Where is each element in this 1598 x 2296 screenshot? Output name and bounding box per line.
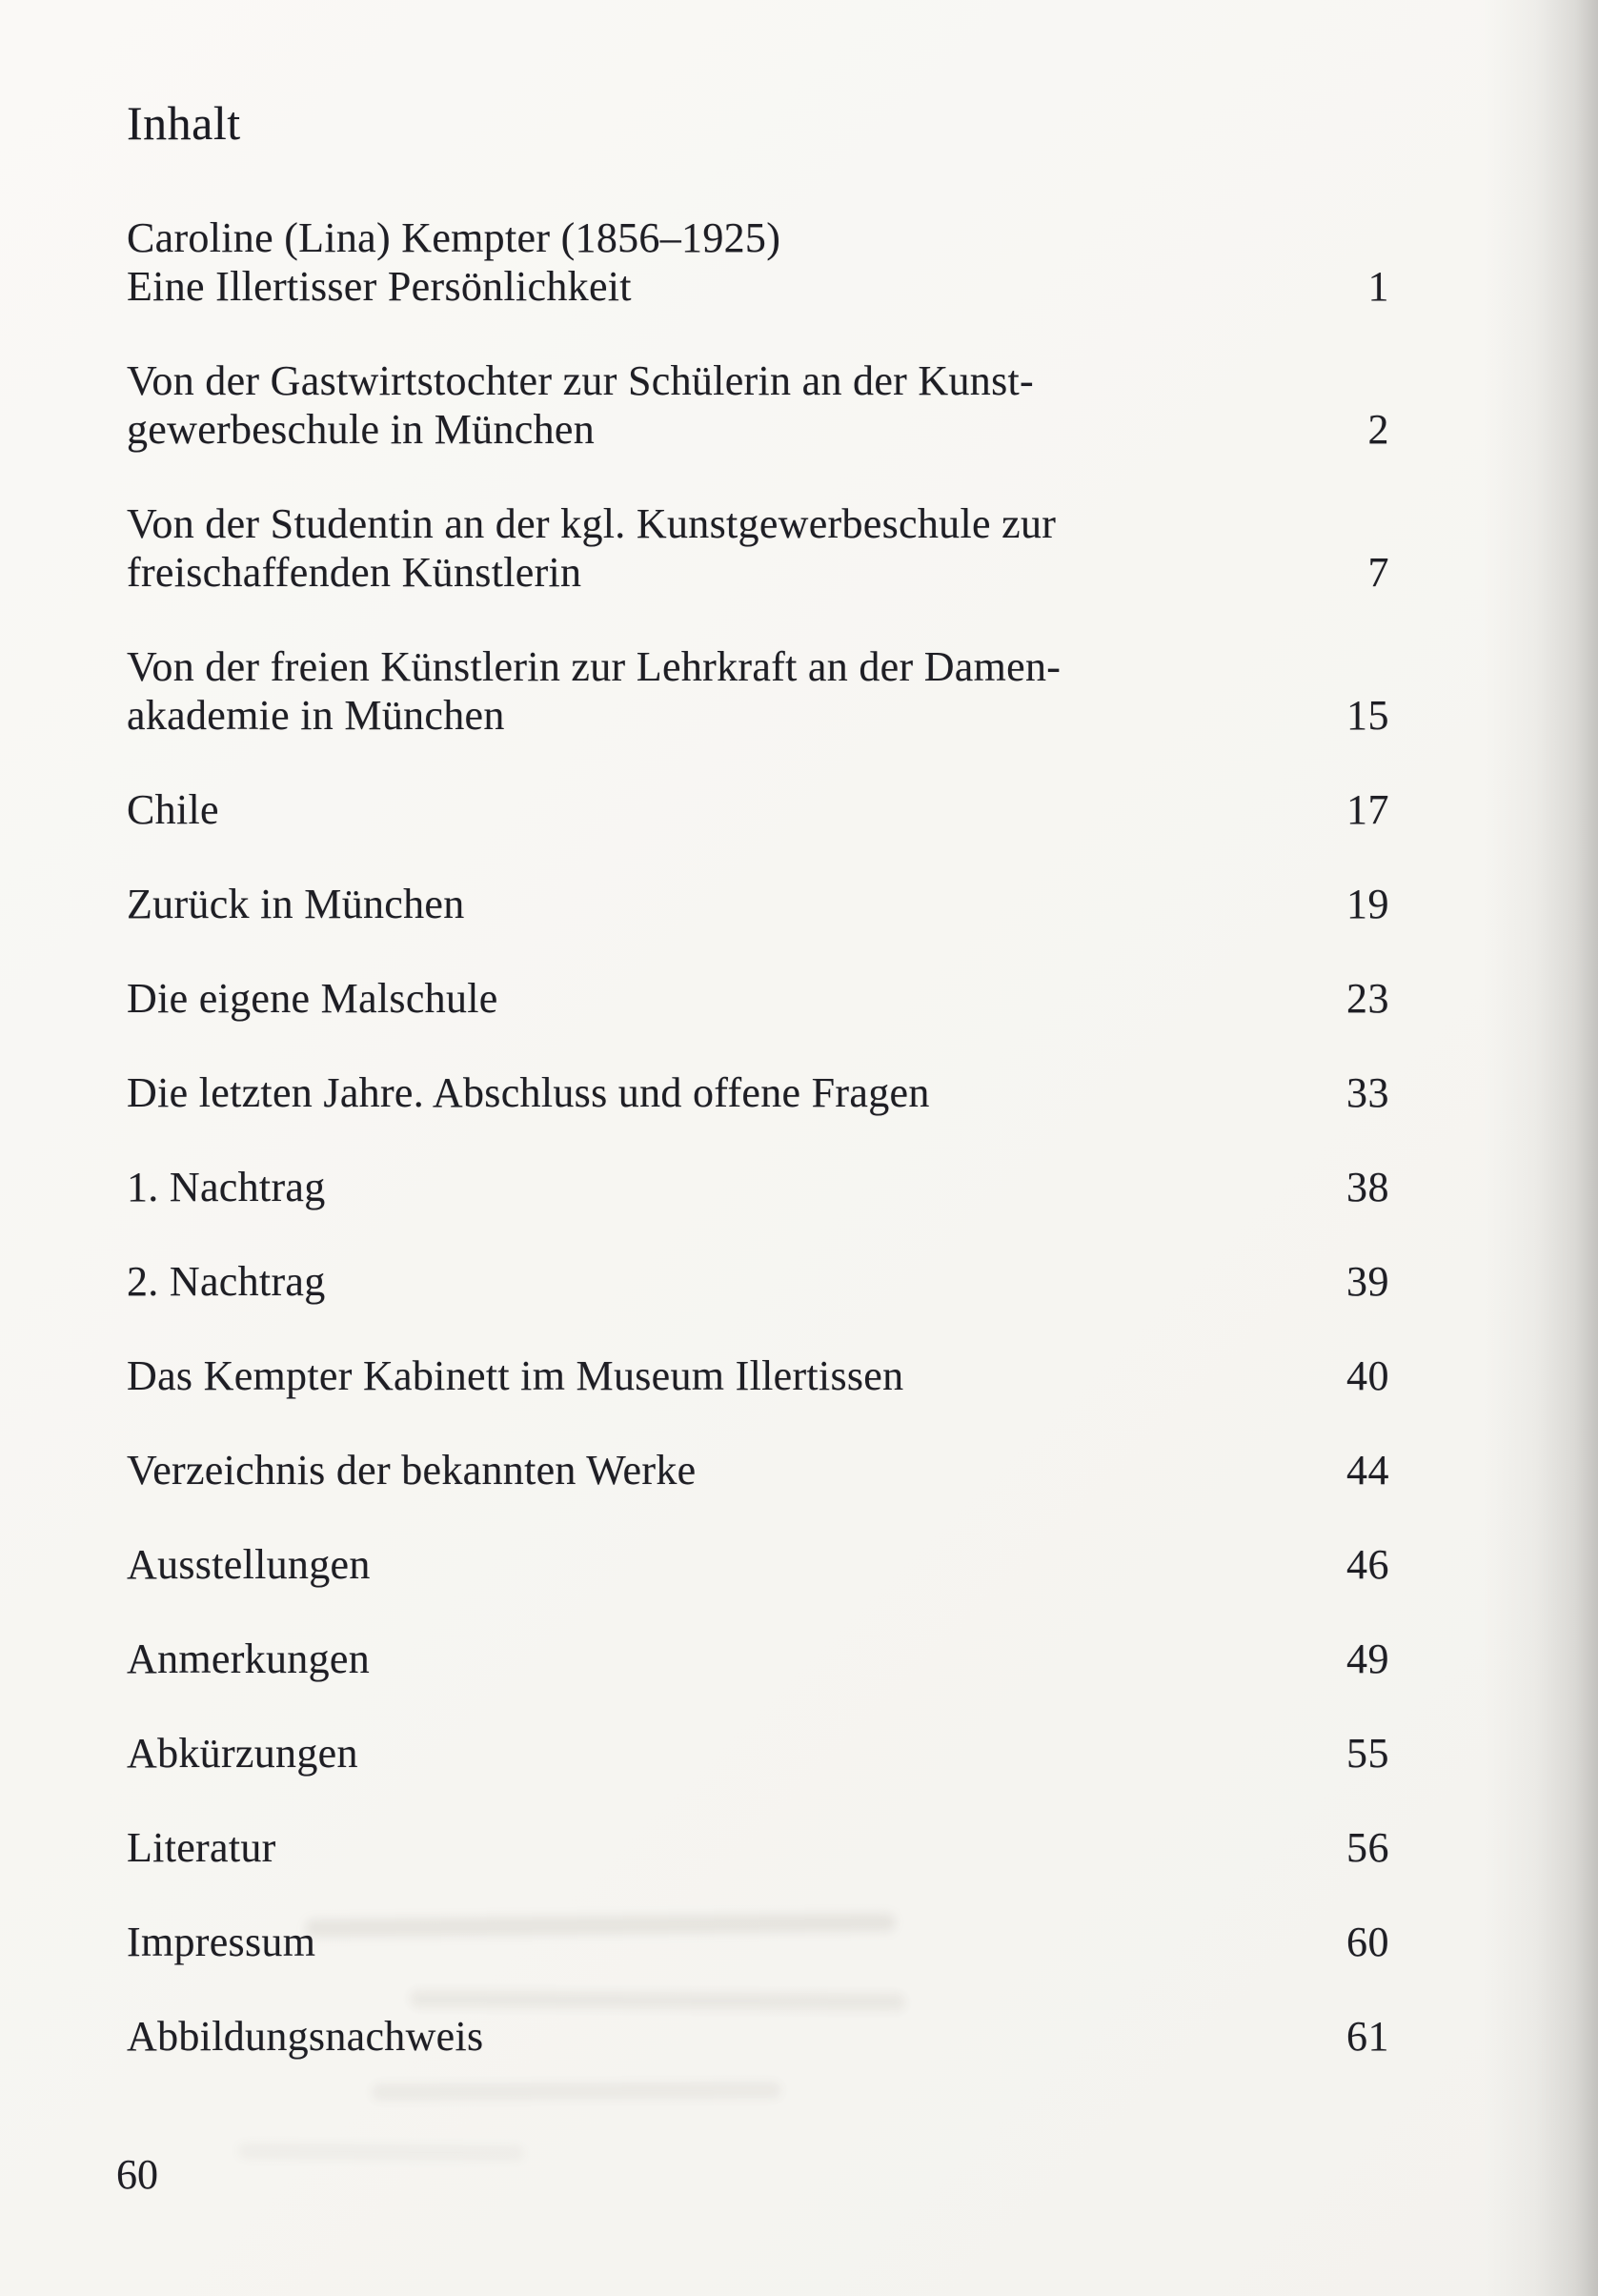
toc-entry-page: 39 (1346, 1258, 1389, 1305)
toc-entry-title (127, 785, 219, 834)
toc-entry-line: Von der Gastwirtstochter zur Schülerin an der Kunst- (127, 357, 1034, 404)
toc-entry-title (127, 880, 465, 928)
toc-entry-title (127, 1918, 315, 1966)
toc-entry (127, 1540, 1389, 1589)
toc-entry-line: Von der Studentin an der kgl. Kunstgewerbeschule zur (127, 500, 1057, 547)
toc-entry-page: 40 (1346, 1352, 1389, 1399)
toc-entry-title (127, 1163, 326, 1211)
toc-content (127, 96, 1389, 2106)
toc-entry (127, 1446, 1389, 1494)
toc-entry-line: Caroline (Lina) Kempter (1856–1925) (127, 214, 781, 261)
toc-entry-line: Die letzten Jahre. Abschluss und offene Fragen (127, 1069, 930, 1116)
toc-entry (127, 2012, 1389, 2061)
toc-entry-title (127, 1446, 696, 1494)
toc-entry (127, 1257, 1389, 1306)
toc-entry-page: 33 (1346, 1069, 1389, 1116)
toc-entry-line: akademie in München (127, 692, 505, 739)
toc-entry-title (127, 213, 780, 311)
toc-entry (127, 1068, 1389, 1117)
toc-entry-line: 1. Nachtrag (127, 1164, 326, 1210)
toc-entry (127, 356, 1389, 454)
toc-entry (127, 1823, 1389, 1872)
toc-entry-title (127, 974, 498, 1023)
toc-entry-line: Verzeichnis der bekannten Werke (127, 1447, 697, 1493)
toc-entry-title (127, 2012, 483, 2061)
toc-entry-line: Die eigene Malschule (127, 975, 498, 1022)
toc-entry-line: gewerbeschule in München (127, 406, 596, 453)
toc-entry-title (127, 1729, 358, 1778)
page-edge-shadow (1484, 0, 1598, 2296)
toc-entry (127, 1729, 1389, 1778)
toc-entry (127, 974, 1389, 1023)
toc-entry (127, 1351, 1389, 1400)
toc-entry (127, 642, 1389, 740)
toc-entry-title (127, 1823, 276, 1872)
toc-entry (127, 1163, 1389, 1211)
toc-entry-line: 2. Nachtrag (127, 1258, 326, 1305)
toc-entry-title (127, 1068, 930, 1117)
toc-entry-page: 46 (1346, 1541, 1389, 1588)
toc-entry-line: Zurück in München (127, 881, 465, 927)
toc-entry-line: Abbildungsnachweis (127, 2013, 484, 2060)
toc-entry (127, 213, 1389, 311)
toc-entry (127, 785, 1389, 834)
toc-entry-line: freischaffenden Künstlerin (127, 549, 582, 596)
page-number-folio: 60 (116, 2151, 158, 2198)
bleed-through-mark (238, 2144, 524, 2162)
table-of-contents (127, 213, 1389, 2061)
toc-entry-page: 7 (1367, 549, 1389, 596)
toc-entry-title (127, 356, 1034, 454)
toc-entry (127, 1635, 1389, 1683)
toc-entry-title (127, 499, 1056, 597)
toc-entry-line: Chile (127, 786, 219, 833)
toc-entry-line: Das Kempter Kabinett im Museum Illertissen (127, 1352, 904, 1399)
page-title: Inhalt (127, 96, 241, 150)
toc-entry-page: 17 (1346, 786, 1389, 833)
toc-entry-title (127, 1540, 371, 1589)
toc-entry-line: Abkürzungen (127, 1730, 358, 1777)
toc-entry (127, 499, 1389, 597)
toc-entry-page: 38 (1346, 1164, 1389, 1210)
toc-entry (127, 1918, 1389, 1966)
toc-entry-page: 49 (1346, 1636, 1389, 1682)
toc-entry-title (127, 1257, 326, 1306)
toc-entry-line: Ausstellungen (127, 1541, 371, 1588)
toc-entry-page: 23 (1346, 975, 1389, 1022)
toc-entry-title (127, 1351, 903, 1400)
toc-entry-line: Literatur (127, 1824, 276, 1871)
toc-entry-line: Impressum (127, 1919, 316, 1965)
toc-entry-page: 19 (1346, 881, 1389, 927)
toc-entry-page: 61 (1346, 2013, 1389, 2060)
toc-entry-page: 15 (1346, 692, 1389, 739)
toc-entry-page: 2 (1367, 406, 1389, 453)
toc-entry-line: Anmerkungen (127, 1636, 371, 1682)
toc-entry-title (127, 642, 1061, 740)
toc-entry-page: 60 (1346, 1919, 1389, 1965)
toc-entry (127, 880, 1389, 928)
toc-entry-title (127, 1635, 370, 1683)
toc-entry-page: 1 (1367, 263, 1389, 310)
toc-entry-page: 44 (1346, 1447, 1389, 1493)
toc-entry-line: Von der freien Künstlerin zur Lehrkraft an der Damen- (127, 643, 1062, 690)
toc-entry-page: 56 (1346, 1824, 1389, 1871)
toc-entry-page: 55 (1346, 1730, 1389, 1777)
toc-entry-line: Eine Illertisser Persönlichkeit (127, 263, 632, 310)
